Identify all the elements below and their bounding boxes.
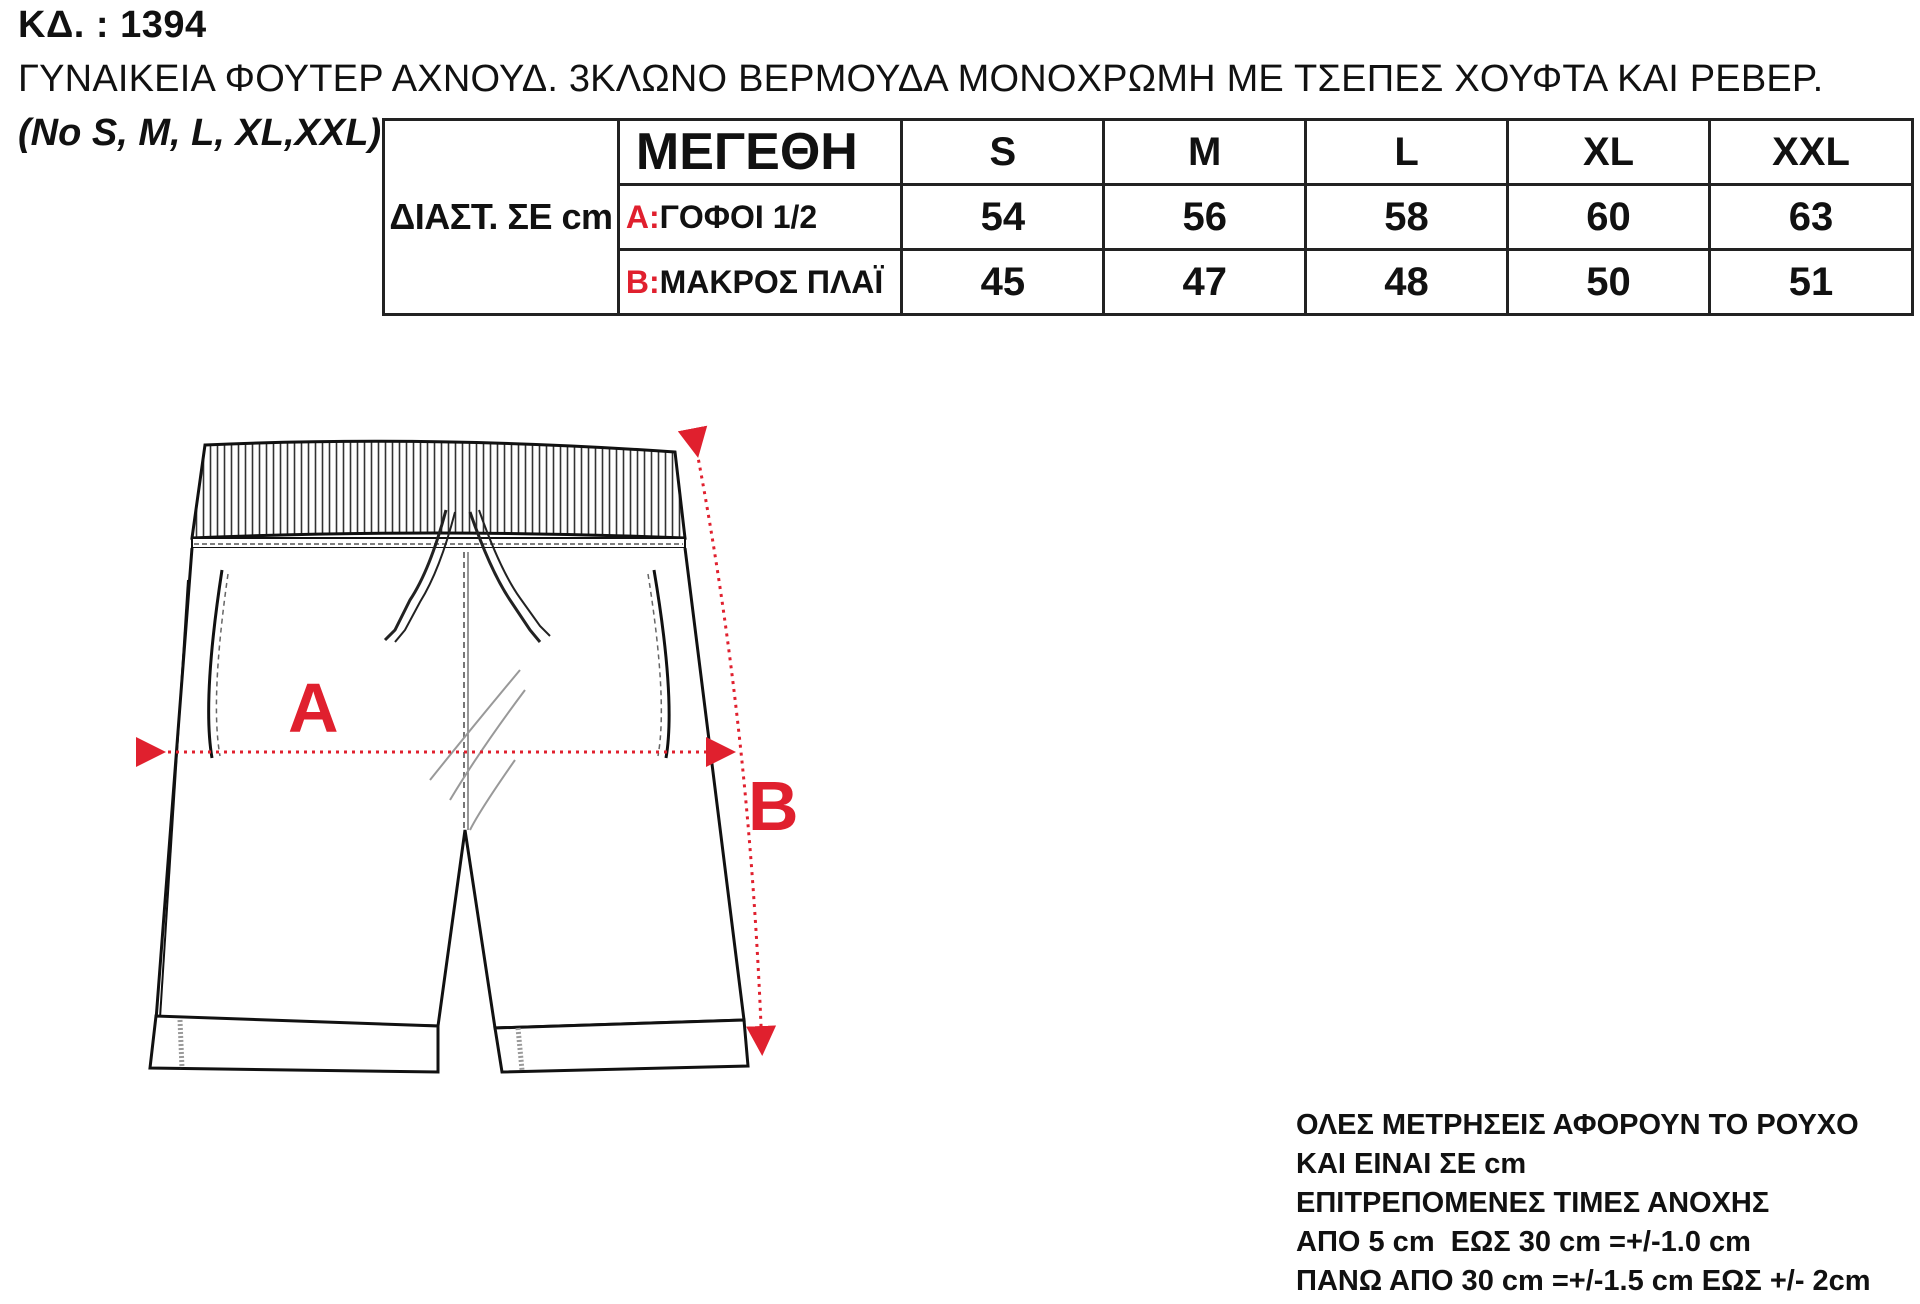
table-cell: 58 bbox=[1306, 185, 1508, 250]
size-col-l: L bbox=[1306, 120, 1508, 185]
note-line: ΕΠΙΤΡΕΠΟΜΕΝΕΣ ΤΙΜΕΣ ΑΝΟΧΗΣ bbox=[1296, 1187, 1770, 1219]
note-line: ΑΠΟ 5 cm ΕΩΣ 30 cm =+/-1.0 cm bbox=[1296, 1226, 1751, 1258]
tolerance-notes bbox=[1296, 1106, 1871, 1301]
note-line: ΠΑΝΩ ΑΠΟ 30 cm =+/-1.5 cm ΕΩΣ +/- 2cm bbox=[1296, 1265, 1871, 1297]
size-chart-table bbox=[382, 118, 1914, 316]
dimension-unit-label: ΔΙΑΣΤ. ΣΕ cm bbox=[384, 120, 619, 315]
table-cell: 51 bbox=[1710, 250, 1913, 315]
size-col-xxl: XXL bbox=[1710, 120, 1913, 185]
measurement-a-label: A bbox=[288, 669, 339, 747]
shorts-technical-drawing bbox=[130, 430, 799, 1080]
measurement-name-b: ΜΑΚΡΟΣ ΠΛΑΪ bbox=[659, 263, 884, 300]
sizes-note: (No S, M, L, XL,XXL) bbox=[18, 112, 382, 154]
table-cell: 50 bbox=[1507, 250, 1709, 315]
table-cell: 60 bbox=[1507, 185, 1709, 250]
table-cell: 45 bbox=[902, 250, 1104, 315]
measurement-label-b bbox=[618, 250, 902, 315]
product-code: ΚΔ. : 1394 bbox=[18, 4, 207, 46]
table-cell: 48 bbox=[1306, 250, 1508, 315]
size-col-s: S bbox=[902, 120, 1104, 185]
hem-cuffs bbox=[150, 1016, 748, 1072]
measurement-label-a bbox=[618, 185, 902, 250]
table-cell: 63 bbox=[1710, 185, 1913, 250]
measurement-name-a: ΓΟΦΟΙ 1/2 bbox=[659, 198, 818, 235]
size-col-xl: XL bbox=[1507, 120, 1709, 185]
note-line: ΟΛΕΣ ΜΕΤΡΗΣΕΙΣ ΑΦΟΡΟΥΝ ΤΟ ΡΟΥΧΟ bbox=[1296, 1109, 1859, 1141]
table-cell: 54 bbox=[902, 185, 1104, 250]
table-cell: 47 bbox=[1104, 250, 1306, 315]
size-header-row bbox=[384, 120, 1913, 185]
table-cell: 56 bbox=[1104, 185, 1306, 250]
product-description: ΓΥΝΑΙΚΕΙΑ ΦΟΥΤΕΡ ΑΧΝΟΥΔ. 3ΚΛΩΝΟ ΒΕΡΜΟΥΔΑ ΜΟΝΟΧΡΩΜΗ ΜΕ ΤΣΕΠΕΣ ΧΟΥΦΤΑ ΚΑΙ ΡΕΒΕΡ. bbox=[18, 58, 1824, 100]
size-col-m: M bbox=[1104, 120, 1306, 185]
note-line: ΚΑΙ ΕΙΝΑΙ ΣΕ cm bbox=[1296, 1148, 1527, 1180]
measurement-letter-a: A: bbox=[625, 198, 660, 235]
measurement-b-label: B bbox=[748, 767, 799, 845]
measurement-letter-b: B: bbox=[625, 263, 660, 300]
size-header-label: ΜΕΓΕΘΗ bbox=[618, 120, 902, 185]
shorts-body bbox=[156, 548, 744, 1028]
